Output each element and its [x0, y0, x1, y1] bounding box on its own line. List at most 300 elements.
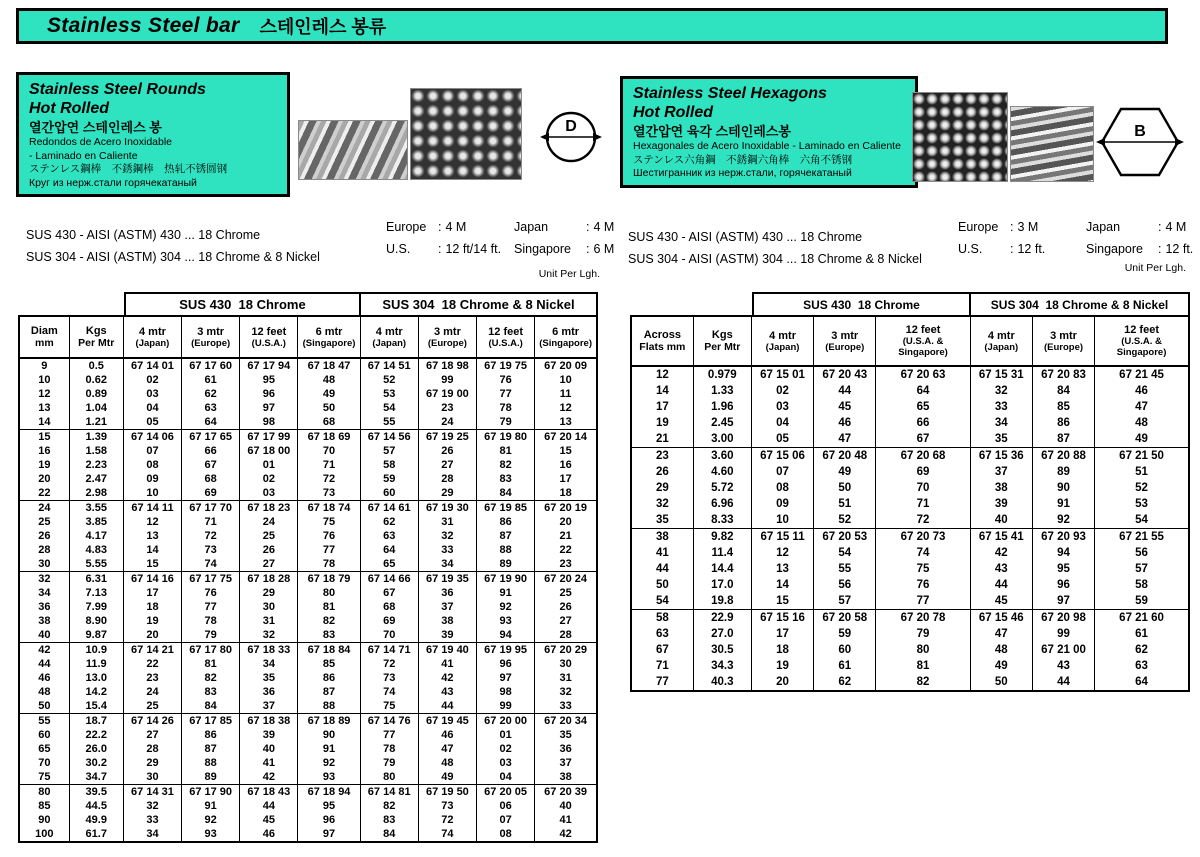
code-cell: 70 — [876, 480, 970, 496]
code-cell: 67 18 79 — [298, 572, 360, 587]
code-cell: 67 — [182, 458, 240, 472]
code-cell: 30 — [240, 600, 298, 614]
table-row — [631, 642, 1189, 658]
table-row — [631, 512, 1189, 529]
size-cell: 35 — [631, 512, 693, 529]
code-cell: 83 — [298, 628, 360, 643]
code-cell: 76 — [876, 577, 970, 593]
code-cell: 43 — [1032, 658, 1094, 674]
code-cell: 19 — [123, 614, 181, 628]
code-cell: 77 — [477, 387, 535, 401]
size-cell: 34 — [19, 586, 69, 600]
code-cell: 97 — [1032, 593, 1094, 610]
code-cell: 03 — [240, 486, 298, 501]
code-cell: 67 19 80 — [477, 430, 535, 445]
code-cell: 67 14 06 — [123, 430, 181, 445]
code-cell: 98 — [477, 685, 535, 699]
code-cell: 71 — [298, 458, 360, 472]
code-cell: 67 20 29 — [535, 643, 597, 658]
code-cell: 75 — [360, 699, 418, 714]
table-row — [19, 501, 597, 516]
code-cell: 38 — [970, 480, 1032, 496]
code-cell: 44 — [1032, 674, 1094, 691]
hexagons-title-korean: 열간압연 육각 스테인레스봉 — [633, 124, 791, 139]
code-cell: 48 — [298, 373, 360, 387]
code-cell: 09 — [123, 472, 181, 486]
code-cell: 12 — [751, 545, 813, 561]
code-cell: 09 — [751, 496, 813, 512]
weight-cell: 1.04 — [69, 401, 123, 415]
rounds-title-korean: 열간압연 스테인레스 봉 — [29, 120, 162, 135]
code-cell: 29 — [418, 486, 476, 501]
size-cell: 14 — [19, 415, 69, 430]
rounds-table-section — [18, 292, 598, 843]
code-cell: 61 — [1095, 626, 1189, 642]
diameter-label: D — [565, 118, 577, 135]
table-row — [19, 728, 597, 742]
column-header: Kgs Per Mtr — [69, 316, 123, 358]
table-row — [631, 399, 1189, 415]
hexagons-table-section — [630, 292, 1190, 692]
code-cell: 82 — [182, 671, 240, 685]
code-cell: 37 — [418, 600, 476, 614]
code-cell: 42 — [418, 671, 476, 685]
code-cell: 67 20 05 — [477, 785, 535, 800]
code-cell: 02 — [123, 373, 181, 387]
code-cell: 67 19 90 — [477, 572, 535, 587]
code-cell: 35 — [240, 671, 298, 685]
code-cell: 59 — [814, 626, 876, 642]
code-cell: 41 — [535, 813, 597, 827]
hexagons-title-box — [620, 76, 918, 188]
code-cell: 67 15 46 — [970, 610, 1032, 627]
across-flats-label: B — [1134, 123, 1146, 140]
code-cell: 17 — [123, 586, 181, 600]
code-cell: 46 — [1095, 383, 1189, 399]
code-cell: 80 — [298, 586, 360, 600]
code-cell: 49 — [418, 770, 476, 785]
code-cell: 67 21 00 — [1032, 642, 1094, 658]
size-cell: 36 — [19, 600, 69, 614]
size-cell: 14 — [631, 383, 693, 399]
code-cell: 75 — [298, 515, 360, 529]
code-cell: 78 — [182, 614, 240, 628]
rounds-stock-lengths — [386, 216, 632, 260]
hexagons-unit-note: Unit Per Lgh. — [1124, 262, 1186, 274]
weight-cell: 34.3 — [693, 658, 751, 674]
table-row — [19, 600, 597, 614]
code-cell: 98 — [240, 415, 298, 430]
code-cell: 63 — [182, 401, 240, 415]
code-cell: 72 — [876, 512, 970, 529]
table-row — [19, 785, 597, 800]
size-cell: 19 — [19, 458, 69, 472]
code-cell: 32 — [535, 685, 597, 699]
code-cell: 57 — [1095, 561, 1189, 577]
code-cell: 67 17 80 — [182, 643, 240, 658]
table-row — [19, 572, 597, 587]
code-cell: 67 — [876, 431, 970, 448]
code-cell: 44 — [240, 799, 298, 813]
code-cell: 83 — [182, 685, 240, 699]
code-cell: 46 — [418, 728, 476, 742]
weight-cell: 9.87 — [69, 628, 123, 643]
code-cell: 01 — [477, 728, 535, 742]
code-cell: 15 — [751, 593, 813, 610]
code-cell: 05 — [123, 415, 181, 430]
size-cell: 32 — [19, 572, 69, 587]
code-cell: 78 — [360, 742, 418, 756]
code-cell: 72 — [360, 657, 418, 671]
code-cell: 92 — [1032, 512, 1094, 529]
rounds-title-spanish-1: Redondos de Acero Inoxidable — [29, 136, 173, 148]
code-cell: 96 — [1032, 577, 1094, 593]
code-cell: 42 — [240, 770, 298, 785]
table-row — [19, 699, 597, 714]
size-cell: 44 — [19, 657, 69, 671]
size-cell: 15 — [19, 430, 69, 445]
code-cell: 96 — [477, 657, 535, 671]
code-cell: 67 17 94 — [240, 358, 298, 373]
table-row — [631, 545, 1189, 561]
size-cell: 22 — [19, 486, 69, 501]
table-row — [19, 813, 597, 827]
code-cell: 54 — [360, 401, 418, 415]
weight-cell: 13.0 — [69, 671, 123, 685]
table-row — [19, 529, 597, 543]
column-header-row — [19, 316, 597, 358]
code-cell: 87 — [477, 529, 535, 543]
stock-item: Japan : 4 M — [514, 220, 615, 234]
code-cell: 67 20 34 — [535, 714, 597, 729]
code-cell: 88 — [182, 756, 240, 770]
code-cell: 67 17 70 — [182, 501, 240, 516]
code-cell: 25 — [535, 586, 597, 600]
code-cell: 68 — [298, 415, 360, 430]
table-row — [19, 486, 597, 501]
code-cell: 67 17 85 — [182, 714, 240, 729]
code-cell: 64 — [360, 543, 418, 557]
code-cell: 44 — [970, 577, 1032, 593]
code-cell: 78 — [298, 557, 360, 572]
weight-cell: 5.55 — [69, 557, 123, 572]
code-cell: 59 — [1095, 593, 1189, 610]
rounds-sus304-line: SUS 304 - AISI (ASTM) 304 ... 18 Chrome & 8 Nickel — [26, 250, 320, 264]
code-cell: 88 — [298, 699, 360, 714]
code-cell: 67 18 89 — [298, 714, 360, 729]
code-cell: 33 — [123, 813, 181, 827]
column-header: 12 feet (U.S.A. & Singapore) — [1095, 316, 1189, 366]
size-cell: 54 — [631, 593, 693, 610]
code-cell: 23 — [535, 557, 597, 572]
size-cell: 12 — [19, 387, 69, 401]
code-cell: 62 — [360, 515, 418, 529]
code-cell: 99 — [477, 699, 535, 714]
code-cell: 77 — [360, 728, 418, 742]
code-cell: 67 19 45 — [418, 714, 476, 729]
size-cell: 19 — [631, 415, 693, 431]
size-cell: 12 — [631, 366, 693, 383]
code-cell: 90 — [1032, 480, 1094, 496]
rounds-table — [18, 315, 598, 843]
table-row — [631, 626, 1189, 642]
code-cell: 55 — [360, 415, 418, 430]
code-cell: 42 — [970, 545, 1032, 561]
code-cell: 64 — [876, 383, 970, 399]
code-cell: 67 18 47 — [298, 358, 360, 373]
table-row — [19, 430, 597, 445]
table-row — [19, 628, 597, 643]
code-cell: 67 20 88 — [1032, 448, 1094, 465]
code-cell: 50 — [970, 674, 1032, 691]
table-row — [631, 366, 1189, 383]
weight-cell: 2.45 — [693, 415, 751, 431]
stock-item: U.S. : 12 ft/14 ft. — [386, 242, 502, 256]
table-row — [19, 756, 597, 770]
code-cell: 49 — [1095, 431, 1189, 448]
code-cell: 84 — [182, 699, 240, 714]
code-cell: 49 — [298, 387, 360, 401]
code-cell: 12 — [123, 515, 181, 529]
size-cell: 16 — [19, 444, 69, 458]
code-cell: 91 — [1032, 496, 1094, 512]
stock-item: U.S. : 12 ft. — [958, 242, 1046, 256]
table-row — [631, 561, 1189, 577]
code-cell: 80 — [360, 770, 418, 785]
code-cell: 13 — [535, 415, 597, 430]
code-cell: 67 14 61 — [360, 501, 418, 516]
weight-cell: 7.99 — [69, 600, 123, 614]
code-cell: 56 — [1095, 545, 1189, 561]
table-row — [631, 674, 1189, 691]
code-cell: 92 — [477, 600, 535, 614]
code-cell: 67 18 28 — [240, 572, 298, 587]
code-cell: 40 — [240, 742, 298, 756]
code-cell: 67 17 99 — [240, 430, 298, 445]
size-cell: 44 — [631, 561, 693, 577]
code-cell: 24 — [418, 415, 476, 430]
code-cell: 18 — [535, 486, 597, 501]
code-cell: 28 — [123, 742, 181, 756]
code-cell: 26 — [418, 444, 476, 458]
table-row — [631, 480, 1189, 496]
code-cell: 33 — [418, 543, 476, 557]
code-cell: 50 — [814, 480, 876, 496]
code-cell: 67 20 53 — [814, 529, 876, 546]
code-cell: 15 — [535, 444, 597, 458]
code-cell: 93 — [298, 770, 360, 785]
code-cell: 21 — [535, 529, 597, 543]
code-cell: 67 20 00 — [477, 714, 535, 729]
code-cell: 67 14 16 — [123, 572, 181, 587]
page-banner — [16, 8, 1168, 44]
code-cell: 08 — [123, 458, 181, 472]
code-cell: 72 — [418, 813, 476, 827]
code-cell: 86 — [477, 515, 535, 529]
weight-cell: 2.98 — [69, 486, 123, 501]
code-cell: 62 — [814, 674, 876, 691]
code-cell: 74 — [360, 685, 418, 699]
weight-cell: 1.58 — [69, 444, 123, 458]
code-cell: 34 — [240, 657, 298, 671]
code-cell: 23 — [418, 401, 476, 415]
code-cell: 82 — [876, 674, 970, 691]
code-cell: 67 15 41 — [970, 529, 1032, 546]
size-cell: 63 — [631, 626, 693, 642]
code-cell: 47 — [814, 431, 876, 448]
weight-cell: 15.4 — [69, 699, 123, 714]
code-cell: 49 — [814, 464, 876, 480]
code-cell: 48 — [1095, 415, 1189, 431]
rounds-sus430-header: SUS 430 18 Chrome — [124, 292, 361, 315]
size-cell: 32 — [631, 496, 693, 512]
code-cell: 67 14 31 — [123, 785, 181, 800]
code-cell: 49 — [970, 658, 1032, 674]
code-cell: 12 — [535, 401, 597, 415]
code-cell: 16 — [535, 458, 597, 472]
code-cell: 67 18 43 — [240, 785, 298, 800]
code-cell: 41 — [418, 657, 476, 671]
code-cell: 71 — [876, 496, 970, 512]
code-cell: 67 20 39 — [535, 785, 597, 800]
weight-cell: 4.60 — [693, 464, 751, 480]
code-cell: 82 — [298, 614, 360, 628]
column-header: 12 feet (U.S.A.) — [240, 316, 298, 358]
size-cell: 85 — [19, 799, 69, 813]
table-row — [19, 458, 597, 472]
code-cell: 35 — [535, 728, 597, 742]
code-cell: 10 — [123, 486, 181, 501]
code-cell: 67 18 74 — [298, 501, 360, 516]
code-cell: 53 — [1095, 496, 1189, 512]
code-cell: 36 — [535, 742, 597, 756]
size-cell: 38 — [19, 614, 69, 628]
weight-cell: 49.9 — [69, 813, 123, 827]
table-row — [631, 431, 1189, 448]
code-cell: 67 15 01 — [751, 366, 813, 383]
code-cell: 89 — [182, 770, 240, 785]
rounds-span-header-row — [18, 292, 598, 315]
size-cell: 67 — [631, 642, 693, 658]
size-cell: 71 — [631, 658, 693, 674]
hexagons-sus-lines — [628, 226, 922, 270]
code-cell: 73 — [298, 486, 360, 501]
weight-cell: 0.5 — [69, 358, 123, 373]
weight-cell: 0.62 — [69, 373, 123, 387]
code-cell: 08 — [751, 480, 813, 496]
table-row — [19, 770, 597, 785]
table-row — [631, 529, 1189, 546]
weight-cell: 2.23 — [69, 458, 123, 472]
code-cell: 26 — [535, 600, 597, 614]
code-cell: 67 20 09 — [535, 358, 597, 373]
code-cell: 05 — [751, 431, 813, 448]
size-cell: 41 — [631, 545, 693, 561]
code-cell: 62 — [182, 387, 240, 401]
code-cell: 35 — [970, 431, 1032, 448]
weight-cell: 0.89 — [69, 387, 123, 401]
code-cell: 63 — [360, 529, 418, 543]
table-row — [19, 515, 597, 529]
code-cell: 67 21 55 — [1095, 529, 1189, 546]
size-cell: 26 — [19, 529, 69, 543]
code-cell: 36 — [418, 586, 476, 600]
code-cell: 14 — [751, 577, 813, 593]
weight-cell: 22.2 — [69, 728, 123, 742]
code-cell: 67 21 60 — [1095, 610, 1189, 627]
code-cell: 39 — [240, 728, 298, 742]
code-cell: 91 — [298, 742, 360, 756]
code-cell: 76 — [182, 586, 240, 600]
size-cell: 70 — [19, 756, 69, 770]
table-row — [631, 383, 1189, 399]
code-cell: 04 — [751, 415, 813, 431]
table-row — [631, 464, 1189, 480]
diameter-diagram-icon — [538, 100, 604, 171]
code-cell: 31 — [240, 614, 298, 628]
code-cell: 94 — [477, 628, 535, 643]
column-header: 12 feet (U.S.A. & Singapore) — [876, 316, 970, 366]
size-cell: 10 — [19, 373, 69, 387]
table-row — [19, 671, 597, 685]
code-cell: 87 — [182, 742, 240, 756]
size-cell: 23 — [631, 448, 693, 465]
code-cell: 34 — [970, 415, 1032, 431]
size-cell: 40 — [19, 628, 69, 643]
code-cell: 39 — [418, 628, 476, 643]
code-cell: 67 20 93 — [1032, 529, 1094, 546]
table-row — [631, 577, 1189, 593]
table-row — [19, 827, 597, 842]
code-cell: 70 — [360, 628, 418, 643]
code-cell: 92 — [182, 813, 240, 827]
weight-cell: 6.31 — [69, 572, 123, 587]
code-cell: 29 — [123, 756, 181, 770]
size-cell: 100 — [19, 827, 69, 842]
code-cell: 67 20 63 — [876, 366, 970, 383]
stock-item: Singapore : 6 M — [514, 242, 615, 256]
code-cell: 25 — [240, 529, 298, 543]
size-cell: 17 — [631, 399, 693, 415]
hexagons-table — [630, 315, 1190, 692]
stock-item: Europe : 4 M — [386, 220, 467, 234]
code-cell: 97 — [240, 401, 298, 415]
code-cell: 74 — [876, 545, 970, 561]
code-cell: 87 — [1032, 431, 1094, 448]
code-cell: 02 — [751, 383, 813, 399]
weight-cell: 1.39 — [69, 430, 123, 445]
weight-cell: 2.47 — [69, 472, 123, 486]
code-cell: 67 19 00 — [418, 387, 476, 401]
rounds-title-russian: Круг из нерж.стали горячекатаный — [29, 176, 197, 189]
code-cell: 20 — [535, 515, 597, 529]
rounds-subtitle: Hot Rolled — [29, 100, 109, 117]
code-cell: 95 — [1032, 561, 1094, 577]
code-cell: 69 — [876, 464, 970, 480]
column-header: 3 mtr (Europe) — [1032, 316, 1094, 366]
code-cell: 10 — [535, 373, 597, 387]
code-cell: 75 — [876, 561, 970, 577]
size-cell: 20 — [19, 472, 69, 486]
weight-cell: 3.85 — [69, 515, 123, 529]
code-cell: 13 — [751, 561, 813, 577]
code-cell: 67 14 26 — [123, 714, 181, 729]
code-cell: 86 — [1032, 415, 1094, 431]
table-row — [19, 685, 597, 699]
code-cell: 58 — [1095, 577, 1189, 593]
hexagons-span-header-row — [630, 292, 1190, 315]
code-cell: 67 18 94 — [298, 785, 360, 800]
